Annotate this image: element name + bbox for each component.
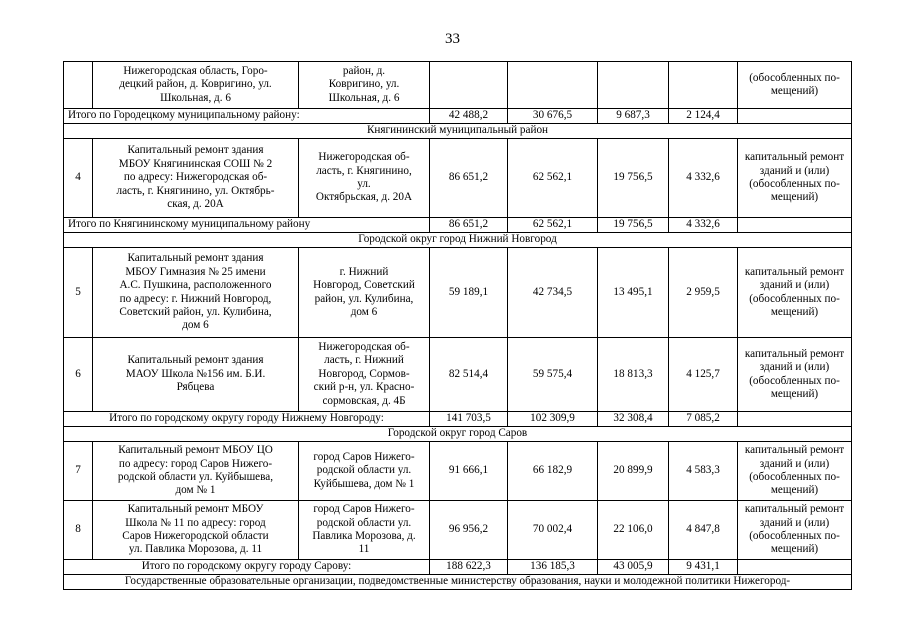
section-row-sarov: [64, 427, 852, 442]
value-cell-1: 82 514,4: [430, 338, 508, 412]
total-note: [738, 218, 852, 233]
section-heading: Княгининский муниципальный район: [64, 124, 852, 139]
table-row-4: [64, 139, 852, 218]
object-name-cell: Капитальный ремонт МБОУ ЦО по адресу: город Саров Нижего- родской области ул. Куйбышева, дом № 1: [93, 442, 299, 501]
total-value-3: 19 756,5: [598, 218, 669, 233]
table-row-6: [64, 338, 852, 412]
total-label: Итого по Городецкому муниципальному району:: [64, 109, 430, 124]
object-name-cell: Капитальный ремонт здания МБОУ Княгининская СОШ № 2 по адресу: Нижегородская об- ласть, г. Княгинино, ул. Октябрь- ская, д. 20А: [93, 139, 299, 218]
object-name-cell: Капитальный ремонт здания МБОУ Гимназия № 25 имени А.С. Пушкина, расположенного по адресу: г. Нижний Новгород, Советский район, ул. Кулибина, дом 6: [93, 248, 299, 338]
total-label: Итого по городскому округу городу Нижнему Новгороду:: [64, 412, 430, 427]
total-row-knyaginino: [64, 218, 852, 233]
section-row-state-organizations: [64, 575, 852, 590]
num-cell: 7: [64, 442, 93, 501]
total-value-3: 32 308,4: [598, 412, 669, 427]
value-cell-2: 66 182,9: [508, 442, 598, 501]
total-value-3: 43 005,9: [598, 560, 669, 575]
total-value-4: 2 124,4: [669, 109, 738, 124]
total-row-gorodets: [64, 109, 852, 124]
total-value-2: 136 185,3: [508, 560, 598, 575]
value-cell-2: [508, 62, 598, 109]
value-cell-4: 4 583,3: [669, 442, 738, 501]
value-cell-3: 22 106,0: [598, 501, 669, 560]
total-value-1: 141 703,5: [430, 412, 508, 427]
section-heading: Городской округ город Нижний Новгород: [64, 233, 852, 248]
address-cell: Нижегородская об- ласть, г. Княгинино, ул. Октябрьская, д. 20А: [299, 139, 430, 218]
value-cell-3: 13 495,1: [598, 248, 669, 338]
value-cell-3: 19 756,5: [598, 139, 669, 218]
value-cell-1: 86 651,2: [430, 139, 508, 218]
table-row-7: [64, 442, 852, 501]
total-value-2: 62 562,1: [508, 218, 598, 233]
value-cell-1: [430, 62, 508, 109]
total-note: [738, 560, 852, 575]
total-value-4: 4 332,6: [669, 218, 738, 233]
total-value-4: 9 431,1: [669, 560, 738, 575]
total-value-1: 86 651,2: [430, 218, 508, 233]
section-heading: Государственные образовательные организации, подведомственные министерству образования, науки и молодежной политики Нижегород-: [64, 575, 852, 590]
total-row-nizhny-novgorod: [64, 412, 852, 427]
total-label: Итого по Княгининскому муниципальному району: [64, 218, 430, 233]
section-row-nizhny-novgorod: [64, 233, 852, 248]
object-name-cell: Нижегородская область, Горо- децкий район, д. Ковригино, ул. Школьная, д. 6: [93, 62, 299, 109]
note-cell: капитальный ремонт зданий и (или) (обособленных по- мещений): [738, 338, 852, 412]
total-row-sarov: [64, 560, 852, 575]
address-cell: район, д. Ковригино, ул. Школьная, д. 6: [299, 62, 430, 109]
note-cell: капитальный ремонт зданий и (или) (обособленных по- мещений): [738, 501, 852, 560]
note-cell: капитальный ремонт зданий и (или) (обособленных по- мещений): [738, 442, 852, 501]
value-cell-3: 20 899,9: [598, 442, 669, 501]
value-cell-2: 62 562,1: [508, 139, 598, 218]
value-cell-2: 59 575,4: [508, 338, 598, 412]
value-cell-2: 70 002,4: [508, 501, 598, 560]
object-name-cell: Капитальный ремонт МБОУ Школа № 11 по адресу: город Саров Нижегородской области ул. Павлика Морозова, д. 11: [93, 501, 299, 560]
address-cell: город Саров Нижего- родской области ул. Куйбышева, дом № 1: [299, 442, 430, 501]
note-cell: капитальный ремонт зданий и (или) (обособленных по- мещений): [738, 139, 852, 218]
num-cell: 8: [64, 501, 93, 560]
table-row-8: [64, 501, 852, 560]
total-value-1: 42 488,2: [430, 109, 508, 124]
value-cell-3: [598, 62, 669, 109]
num-cell: 5: [64, 248, 93, 338]
value-cell-1: 96 956,2: [430, 501, 508, 560]
total-value-4: 7 085,2: [669, 412, 738, 427]
funding-table: [63, 61, 852, 590]
total-value-2: 30 676,5: [508, 109, 598, 124]
total-value-3: 9 687,3: [598, 109, 669, 124]
address-cell: город Саров Нижего- родской области ул. Павлика Морозова, д. 11: [299, 501, 430, 560]
section-heading: Городской округ город Саров: [64, 427, 852, 442]
value-cell-1: 59 189,1: [430, 248, 508, 338]
value-cell-1: 91 666,1: [430, 442, 508, 501]
value-cell-4: 4 125,7: [669, 338, 738, 412]
note-cell: капитальный ремонт зданий и (или) (обособленных по- мещений): [738, 248, 852, 338]
num-cell: 6: [64, 338, 93, 412]
address-cell: Нижегородская об- ласть, г. Нижний Новгород, Сормов- ский р-н, ул. Красно- сормовская, д. 4Б: [299, 338, 430, 412]
value-cell-4: 4 332,6: [669, 139, 738, 218]
num-cell: 4: [64, 139, 93, 218]
table-row-continued: [64, 62, 852, 109]
value-cell-4: [669, 62, 738, 109]
total-note: [738, 412, 852, 427]
num-cell: [64, 62, 93, 109]
note-cell: (обособленных по- мещений): [738, 62, 852, 109]
total-note: [738, 109, 852, 124]
page-number: 33: [445, 31, 460, 47]
total-value-2: 102 309,9: [508, 412, 598, 427]
section-row-knyaginino: [64, 124, 852, 139]
value-cell-4: 4 847,8: [669, 501, 738, 560]
table-row-5: [64, 248, 852, 338]
value-cell-2: 42 734,5: [508, 248, 598, 338]
object-name-cell: Капитальный ремонт здания МАОУ Школа №156 им. Б.И. Рябцева: [93, 338, 299, 412]
value-cell-4: 2 959,5: [669, 248, 738, 338]
total-value-1: 188 622,3: [430, 560, 508, 575]
value-cell-3: 18 813,3: [598, 338, 669, 412]
total-label: Итого по городскому округу городу Сарову:: [64, 560, 430, 575]
address-cell: г. Нижний Новгород, Советский район, ул. Кулибина, дом 6: [299, 248, 430, 338]
